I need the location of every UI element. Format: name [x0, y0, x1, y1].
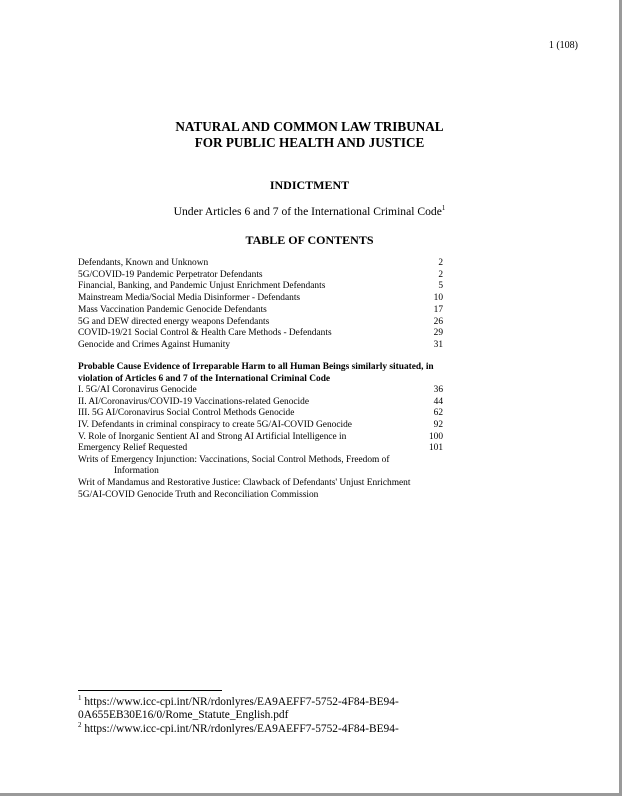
footnote-ref: 1 [441, 204, 446, 213]
footnote-1 [78, 696, 458, 709]
toc-page: 29 [433, 328, 443, 339]
toc-label: I. 5G/AI Coronavirus Genocide [78, 385, 197, 396]
toc-label: Defendants, Known and Unknown [78, 258, 209, 268]
toc-page: 100 [428, 431, 443, 442]
toc-row [78, 443, 443, 455]
toc-row [78, 258, 443, 270]
probable-cause-section [78, 362, 443, 501]
toc-label: II. AI/Coronavirus/COVID-19 Vaccinations-related Genocide [78, 396, 310, 407]
toc-row [78, 397, 443, 409]
toc-page: 26 [433, 316, 443, 327]
toc-page: 2 [438, 258, 443, 268]
toc-row [78, 270, 443, 282]
toc-row [78, 293, 443, 305]
toc-label: 5G/COVID-19 Pandemic Perpetrator Defendants [78, 269, 263, 280]
commission-line: 5G/AI-COVID Genocide Truth and Reconciliation Commission [78, 489, 319, 500]
toc-title: TABLE OF CONTENTS [245, 233, 374, 247]
toc-label: III. 5G AI/Coronavirus Social Control Methods Genocide [78, 408, 295, 419]
toc-page: 5 [438, 281, 443, 292]
footnote-mark: 1 [78, 694, 82, 703]
under-text: Under Articles 6 and 7 of the International Criminal Code [173, 205, 442, 218]
toc-page: 31 [433, 339, 443, 350]
toc-row [78, 328, 443, 340]
toc-row [78, 317, 443, 329]
footnote-link[interactable]: https://www.icc-cpi.int/NR/rdonlyres/EA9AEFF7-5752-4F84-BE94- [84, 722, 399, 735]
writs-line-continued: Information [114, 466, 159, 477]
toc-label: Emergency Relief Requested [78, 443, 188, 454]
toc-page: 92 [433, 419, 443, 430]
footnote-mark: 2 [78, 721, 82, 730]
toc-row [78, 340, 443, 352]
mandamus-line: Writ of Mandamus and Restorative Justice: Clawback of Defendants' Unjust Enrichment [78, 477, 411, 488]
section-heading: Probable Cause Evidence of Irreparable Harm to all Human Beings similarly situated, in violation of Articles 6 and 7 of the International Criminal Code [78, 362, 434, 384]
toc-list [78, 258, 443, 352]
document-title [0, 119, 619, 151]
toc-row [78, 408, 443, 420]
toc-label: COVID-19/21 Social Control & Health Care Methods - Defendants [78, 328, 332, 339]
writs-line: Writs of Emergency Injunction: Vaccinations, Social Control Methods, Freedom of [78, 454, 390, 465]
toc-row [78, 305, 443, 317]
footnote-2 [78, 723, 458, 736]
title-line-1: NATURAL AND COMMON LAW TRIBUNAL [175, 119, 444, 134]
footnote-link[interactable]: https://www.icc-cpi.int/NR/rdonlyres/EA9AEFF7-5752-4F84-BE94- [84, 696, 399, 708]
toc-label: Financial, Banking, and Pandemic Unjust Enrichment Defendants [78, 281, 326, 292]
page-number: 1 (108) [548, 40, 578, 51]
footnote-separator [78, 690, 222, 691]
toc-page: 17 [433, 304, 443, 315]
toc-row [78, 432, 443, 444]
title-line-2: FOR PUBLIC HEALTH AND JUSTICE [194, 135, 425, 150]
toc-label: IV. Defendants in criminal conspiracy to create 5G/AI-COVID Genocide [78, 419, 352, 430]
toc-page: 62 [433, 408, 443, 419]
toc-page: 36 [433, 385, 443, 396]
toc-label: Mass Vaccination Pandemic Genocide Defendants [78, 304, 267, 315]
toc-label: V. Role of Inorganic Sentient AI and Strong AI Artificial Intelligence in [78, 431, 347, 442]
toc-row [78, 281, 443, 293]
indictment-heading: INDICTMENT [269, 178, 350, 192]
toc-label: 5G and DEW directed energy weapons Defendants [78, 316, 270, 327]
toc-page: 101 [428, 443, 443, 454]
toc-row [78, 385, 443, 397]
toc-page: 10 [433, 293, 443, 304]
under-articles-line [0, 205, 619, 218]
toc-label: Mainstream Media/Social Media Disinformer - Defendants [78, 293, 301, 304]
toc-label: Genocide and Crimes Against Humanity [78, 339, 231, 350]
toc-page: 2 [438, 269, 443, 280]
footnotes [78, 696, 458, 736]
toc-row [78, 420, 443, 432]
footnote-link-continued[interactable]: 0A655EB30E16/0/Rome_Statute_English.pdf [78, 709, 289, 722]
toc-page: 44 [433, 396, 443, 407]
